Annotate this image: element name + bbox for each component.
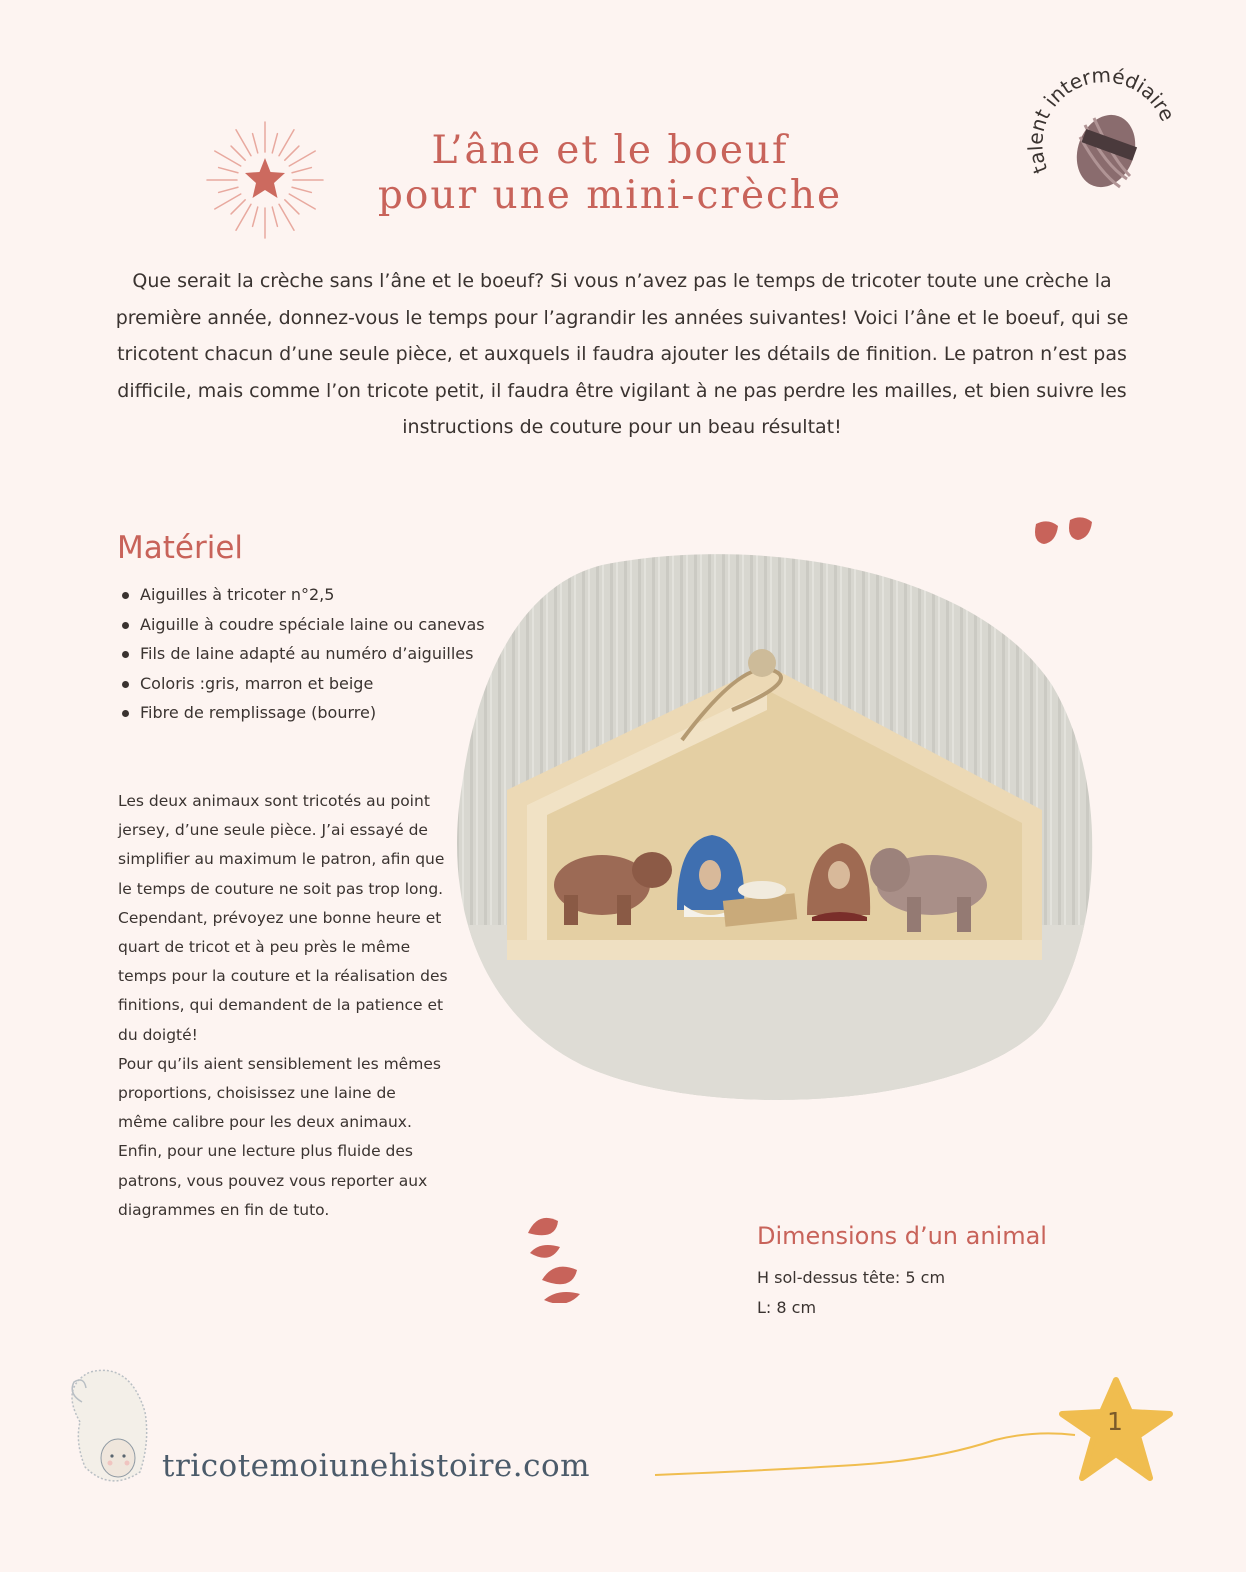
materiel-list [118, 580, 485, 728]
sunburst-star-icon [203, 118, 327, 242]
dimension-height: H sol-dessus tête: 5 cm [757, 1268, 946, 1287]
dimensions-text [757, 1263, 945, 1322]
nativity-photo [452, 545, 1104, 1115]
list-item: Aiguilles à tricoter n°2,5 [118, 580, 485, 610]
wavy-line-decoration [650, 1425, 1090, 1485]
page-title [330, 128, 890, 218]
difficulty-badge [1010, 45, 1200, 235]
dimension-length: L: 8 cm [757, 1297, 817, 1317]
footprints-icon [520, 1208, 590, 1303]
yarn-ball-icon [1067, 107, 1145, 196]
badge-text: talent intermédiaire [1023, 62, 1180, 177]
description-paragraph: Pour qu’ils aient sensiblement les mêmes proportions, choisissez une laine de même calibre pour les deux animaux. [118, 1054, 441, 1132]
list-item: Fils de laine adapté au numéro d’aiguilles [118, 639, 485, 669]
description-text [118, 787, 448, 1225]
list-item: Fibre de remplissage (bourre) [118, 698, 485, 728]
title-line-1: L’âne et le boeuf [431, 128, 789, 173]
page-number: 1 [1107, 1407, 1123, 1436]
intro-paragraph: Que serait la crèche sans l’âne et le boeuf? Si vous n’avez pas le temps de tricoter toute une crèche la première année, donnez-vous le temps pour l’agrandir les années suivantes! Voici l’âne et le boeuf, qui se tricotent chacun d’une seule pièce, et auxquels il faudra ajouter les détails de finition. Le patron n’est pas difficile, mais comme l’on tricote petit, il faudra être vigilant à ne pas perdre les mailles, et bien suivre les instructions de couture pour un beau résultat! [115, 270, 1129, 438]
description-paragraph: Les deux animaux sont tricotés au point jersey, d’une seule pièce. J’ai essayé de simplifier au maximum le patron, afin que le temps de couture ne soit pas trop long. Cependant, prévoyez une bonne heure et quart de tricot et à peu près le même temps pour la couture et la réalisation des finitions, qui demandent de la patience et du doigté! [118, 792, 448, 1044]
materiel-heading: Matériel [117, 530, 244, 566]
description-paragraph: Enfin, pour une lecture plus fluide des patrons, vous pouvez vous reporter aux diagrammes en fin de tuto. [118, 1142, 428, 1219]
site-url[interactable]: tricotemoiunehistoire.com [162, 1448, 591, 1484]
list-item: Aiguille à coudre spéciale laine ou canevas [118, 610, 485, 640]
title-line-2: pour une mini-crèche [377, 173, 843, 218]
dimensions-heading: Dimensions d’un animal [757, 1222, 1047, 1250]
list-item: Coloris :gris, marron et beige [118, 669, 485, 699]
gnome-mascot-icon [50, 1362, 160, 1492]
